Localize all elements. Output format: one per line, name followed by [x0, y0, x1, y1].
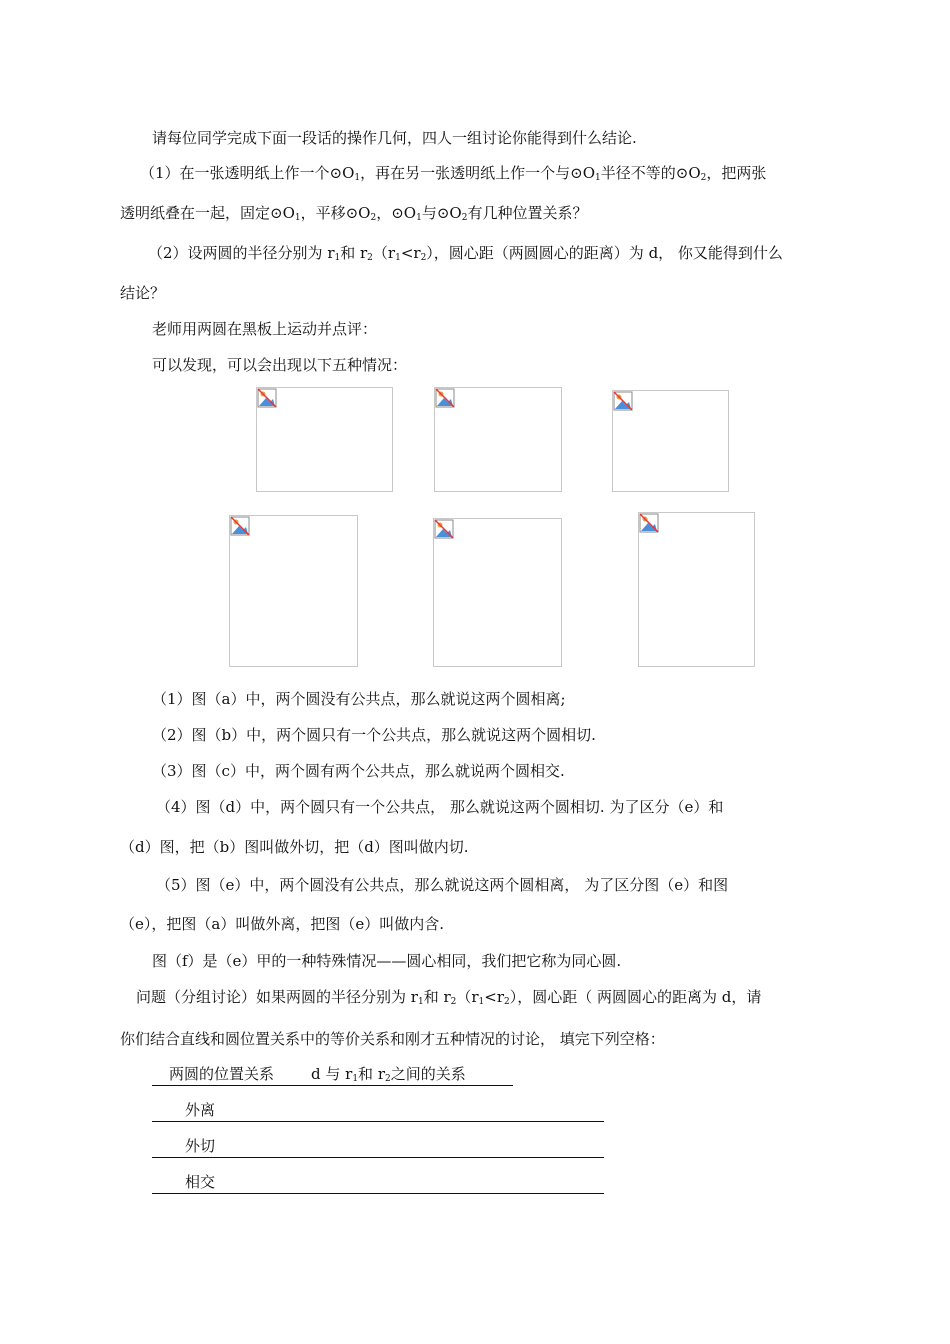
- broken-image-icon: [613, 391, 633, 411]
- figure-f-image: [638, 512, 755, 667]
- step2-line1: （2）设两圆的半径分别为 $r_1$和 $r_2(r_1<r_2)$，圆心距（两圆圆心的距离）为 d， 你又能得到什么: [148, 244, 783, 263]
- table-row[interactable]: [152, 1172, 604, 1194]
- table-header-condition: d 与 $r_1$和 $r_2$之间的关系: [311, 1065, 466, 1084]
- step2-line2: 结论？: [120, 284, 166, 302]
- intro-paragraph: 请每位同学完成下面一段话的操作几何，四人一组讨论你能得到什么结论.: [152, 129, 637, 147]
- table-row[interactable]: [152, 1136, 604, 1158]
- question-line1: 问题（分组讨论）如果两圆的半径分别为 $r_1$和 $r_2(r_1<r_2)$，圆心距（ 两圆圆心的距离为 d，请: [136, 988, 762, 1007]
- five-cases-intro: 可以发现，可以会出现以下五种情况：: [152, 356, 408, 374]
- broken-image-icon: [434, 519, 454, 539]
- figure-e-image: [433, 518, 562, 667]
- table-header-relation: 两圆的位置关系: [169, 1065, 275, 1083]
- case-4-line1: （4）图（d）中，两个圆只有一个公共点， 那么就说这两个圆相切. 为了区分（e）和: [156, 798, 724, 816]
- table-row-label: 相交: [185, 1173, 216, 1191]
- broken-image-icon: [639, 513, 659, 533]
- table-row-label: 外离: [185, 1101, 216, 1119]
- case-2: （2）图（b）中，两个圆只有一个公共点，那么就说这两个圆相切.: [152, 726, 596, 744]
- case-5-line2: （e），把图（a）叫做外离，把图（e）叫做内含.: [120, 915, 444, 933]
- step1-line2: 透明纸叠在一起，固定$⊙O_1$，平移$⊙O_2$，$⊙O_1$与$⊙O_2$有几种位置关系？: [120, 204, 588, 223]
- broken-image-icon: [230, 516, 250, 536]
- broken-image-icon: [257, 388, 277, 408]
- broken-image-icon: [435, 388, 455, 408]
- table-header: [152, 1064, 513, 1086]
- table-row-label: 外切: [185, 1137, 216, 1155]
- step1-line1: （1）在一张透明纸上作一个$⊙O_1$，再在另一张透明纸上作一个与$⊙O_1$半径不等的$⊙O_2$，把两张: [140, 164, 767, 183]
- figure-b-image: [434, 387, 562, 492]
- case-4-line2: （d）图，把（b）图叫做外切，把（d）图叫做内切.: [120, 838, 469, 856]
- figure-d-image: [229, 515, 358, 667]
- concentric-note: 图（f）是（e）甲的一种特殊情况——圆心相同，我们把它称为同心圆.: [152, 952, 622, 970]
- case-3: （3）图（c）中，两个圆有两个公共点，那么就说两个圆相交.: [152, 762, 565, 780]
- table-row[interactable]: [152, 1100, 604, 1122]
- figure-c-image: [612, 390, 729, 492]
- case-5-line1: （5）图（e）中，两个圆没有公共点，那么就说这两个圆相离， 为了区分图（e）和图: [156, 876, 729, 894]
- question-line2: 你们结合直线和圆位置关系中的等价关系和刚才五种情况的讨论， 填完下列空格：: [120, 1030, 665, 1048]
- figure-a-image: [256, 387, 393, 492]
- case-1: （1）图（a）中，两个圆没有公共点，那么就说这两个圆相离;: [152, 690, 566, 708]
- teacher-note: 老师用两圆在黑板上运动并点评：: [152, 320, 378, 338]
